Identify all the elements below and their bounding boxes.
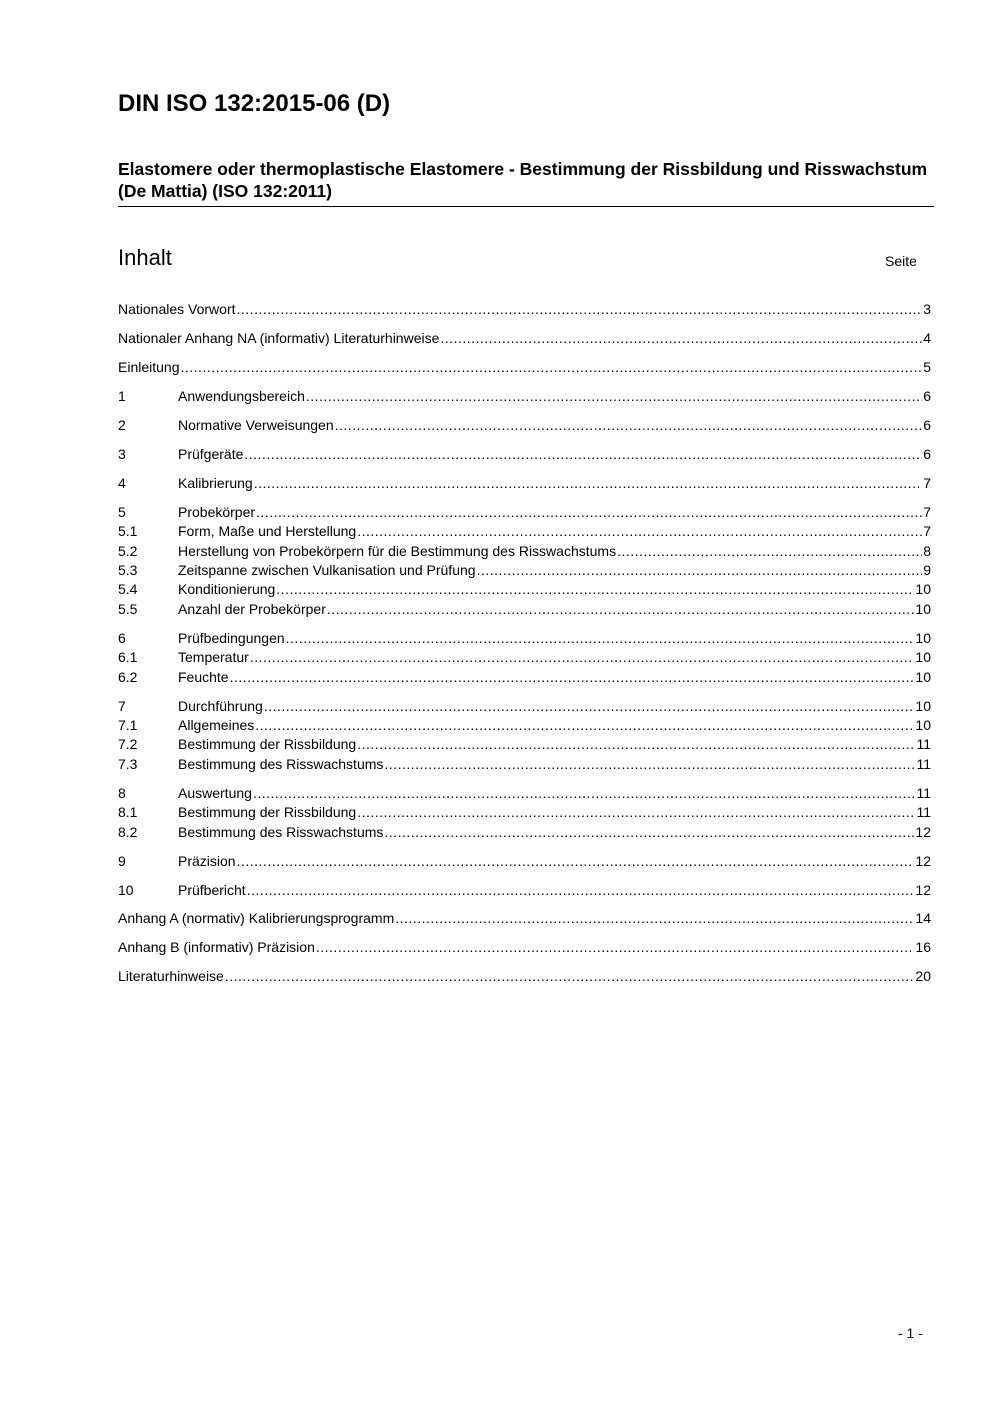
toc-entry-label: Bestimmung der Rissbildung xyxy=(178,804,357,821)
document-id: DIN ISO 132:2015-06 (D) xyxy=(118,90,391,117)
toc-entry-page: 3 xyxy=(923,301,931,317)
toc-entry-page: 11 xyxy=(916,804,931,821)
toc-entry-page: 20 xyxy=(915,968,931,985)
toc-entry-label: Prüfgeräte xyxy=(178,445,244,462)
toc-entry-number: 5.5 xyxy=(118,600,138,617)
toc-entry-page: 10 xyxy=(915,697,931,714)
toc-entry-page: 12 xyxy=(915,881,931,898)
toc-entry[interactable] xyxy=(118,668,931,687)
toc-entry-page: 6 xyxy=(923,387,931,404)
toc-entry-label: Anhang B (informativ) Präzision xyxy=(118,939,315,956)
toc-entry[interactable] xyxy=(118,697,931,716)
toc-entry[interactable] xyxy=(118,735,931,754)
toc-leader-dots xyxy=(357,735,915,754)
toc-entry-label: Zeitspanne zwischen Vulkanisation und Prüfung xyxy=(178,562,476,579)
toc-leader-dots xyxy=(244,445,922,464)
toc-entry-page: 10 xyxy=(915,716,931,733)
toc-entry-page: 10 xyxy=(915,581,931,598)
toc-entry[interactable] xyxy=(118,542,931,561)
toc-entry-label: Prüfbericht xyxy=(178,881,246,898)
toc-entry-number: 5 xyxy=(118,503,126,520)
toc-leader-dots xyxy=(316,938,915,957)
toc-entry-page: 7 xyxy=(923,503,931,520)
toc-entry-number: 7 xyxy=(118,697,126,714)
toc-leader-dots xyxy=(327,600,915,619)
toc-entry-page: 6 xyxy=(923,445,931,462)
toc-leader-dots xyxy=(306,387,922,406)
toc-leader-dots xyxy=(253,784,916,803)
toc-leader-dots xyxy=(276,580,914,599)
toc-entry[interactable] xyxy=(118,300,931,319)
toc-entry-label: Anhang A (normativ) Kalibrierungsprogramm xyxy=(118,910,395,927)
toc-entry[interactable] xyxy=(118,387,931,406)
toc-leader-dots xyxy=(617,542,922,561)
toc-leader-dots xyxy=(477,561,923,580)
toc-entry-page: 5 xyxy=(923,358,931,375)
toc-entry[interactable] xyxy=(118,648,931,667)
toc-entry-number: 5.4 xyxy=(118,581,138,598)
toc-entry-page: 12 xyxy=(915,823,931,840)
toc-entry[interactable] xyxy=(118,823,931,842)
toc-leader-dots xyxy=(181,358,923,377)
toc-entry-number: 4 xyxy=(118,474,126,491)
toc-entry-label: Allgemeines xyxy=(178,716,255,733)
toc-entry-number: 5.3 xyxy=(118,562,138,579)
toc-entry[interactable] xyxy=(118,416,931,435)
toc-entry-label: Feuchte xyxy=(178,668,229,685)
toc-entry[interactable] xyxy=(118,852,931,871)
toc-entry[interactable] xyxy=(118,600,931,619)
toc-entry-label: Konditionierung xyxy=(178,581,276,598)
toc-entry[interactable] xyxy=(118,445,931,464)
toc-entry-label: Kalibrierung xyxy=(178,474,253,491)
toc-entry-label: Bestimmung des Risswachstums xyxy=(178,755,384,772)
toc-entry-page: 10 xyxy=(915,600,931,617)
toc-entry-number: 7.3 xyxy=(118,755,138,772)
toc-leader-dots xyxy=(254,474,922,493)
toc-leader-dots xyxy=(357,803,915,822)
toc-entry[interactable] xyxy=(118,474,931,493)
toc-leader-dots xyxy=(384,823,914,842)
toc-entry-label: Bestimmung des Risswachstums xyxy=(178,823,384,840)
toc-entry-page: 16 xyxy=(915,939,931,956)
toc-entry-number: 1 xyxy=(118,387,126,404)
toc-entry-page: 10 xyxy=(915,649,931,666)
toc-entry-page: 9 xyxy=(923,562,931,579)
toc-entry-label: Normative Verweisungen xyxy=(178,416,334,433)
toc-entry-page: 7 xyxy=(923,474,931,491)
toc-entry-number: 5.1 xyxy=(118,523,138,540)
toc-entry[interactable] xyxy=(118,522,931,541)
toc-entry-label: Anwendungsbereich xyxy=(178,387,305,404)
toc-entry-label: Probekörper xyxy=(178,503,256,520)
toc-leader-dots xyxy=(230,668,915,687)
toc-entry-number: 5.2 xyxy=(118,542,138,559)
toc-entry[interactable] xyxy=(118,881,931,900)
toc-entry-label: Anzahl der Probekörper xyxy=(178,600,326,617)
toc-entry[interactable] xyxy=(118,909,931,928)
toc-entry-page: 10 xyxy=(915,629,931,646)
toc-entry-label: Form, Maße und Herstellung xyxy=(178,523,357,540)
toc-entry-number: 2 xyxy=(118,416,126,433)
toc-page-column-label: Seite xyxy=(885,253,917,269)
toc-leader-dots xyxy=(384,755,915,774)
toc-leader-dots xyxy=(237,852,915,871)
toc-entry-page: 11 xyxy=(916,784,931,801)
toc-entry[interactable] xyxy=(118,716,931,735)
toc-leader-dots xyxy=(264,697,915,716)
toc-entry-label: Nationales Vorwort xyxy=(118,301,236,317)
toc-leader-dots xyxy=(256,503,922,522)
toc-entry[interactable] xyxy=(118,967,931,986)
toc-entry-number: 8 xyxy=(118,784,126,801)
toc-entry-page: 10 xyxy=(915,668,931,685)
toc-entry-label: Nationaler Anhang NA (informativ) Literaturhinweise xyxy=(118,329,440,346)
toc-entry-number: 7.1 xyxy=(118,716,138,733)
toc-leader-dots xyxy=(286,629,915,648)
toc-entry-page: 11 xyxy=(916,736,931,753)
toc-entry[interactable] xyxy=(118,580,931,599)
toc-heading: Inhalt xyxy=(118,245,172,270)
toc-entry-number: 6.2 xyxy=(118,668,138,685)
title-divider xyxy=(118,206,934,207)
toc-entry[interactable] xyxy=(118,503,931,522)
toc-leader-dots xyxy=(247,881,915,900)
toc-entry-number: 9 xyxy=(118,852,126,869)
toc-entry-number: 6.1 xyxy=(118,649,138,666)
toc-entry-number: 6 xyxy=(118,629,126,646)
toc-entry-label: Herstellung von Probekörpern für die Bestimmung des Risswachstums xyxy=(178,542,617,559)
toc-entry-label: Präzision xyxy=(178,852,236,869)
toc-entry-label: Einleitung xyxy=(118,358,180,375)
toc-entry-label: Temperatur xyxy=(178,649,249,666)
toc-entry-page: 8 xyxy=(923,542,931,559)
toc-entry-page: 11 xyxy=(916,755,931,772)
toc-entry[interactable] xyxy=(118,629,931,648)
toc-entry-number: 10 xyxy=(118,881,134,898)
toc-entry[interactable] xyxy=(118,803,931,822)
toc-entry-page: 12 xyxy=(915,852,931,869)
page-number: - 1 - xyxy=(898,1325,923,1341)
toc-entry-label: Bestimmung der Rissbildung xyxy=(178,736,357,753)
toc-entry-page: 4 xyxy=(923,329,931,346)
toc-entry[interactable] xyxy=(118,358,931,377)
toc-entry-number: 8.2 xyxy=(118,823,138,840)
toc-entry-page: 14 xyxy=(915,910,931,927)
toc-entry-page: 6 xyxy=(923,416,931,433)
toc-leader-dots xyxy=(357,522,922,541)
toc-leader-dots xyxy=(255,716,914,735)
toc-leader-dots xyxy=(225,967,915,986)
toc-entry-number: 8.1 xyxy=(118,804,138,821)
toc-entry[interactable] xyxy=(118,329,931,348)
toc-entry[interactable] xyxy=(118,784,931,803)
toc-entry[interactable] xyxy=(118,755,931,774)
toc-entry-label: Literaturhinweise xyxy=(118,968,224,985)
toc-entry-label: Durchführung xyxy=(178,697,263,714)
toc-leader-dots xyxy=(440,329,922,348)
document-title: Elastomere oder thermoplastische Elastomere - Bestimmung der Rissbildung und Risswachstum (De Mattia) (ISO 132:2011) xyxy=(118,159,928,201)
toc-leader-dots xyxy=(250,648,915,667)
toc-leader-dots xyxy=(335,416,923,435)
toc-entry-page: 7 xyxy=(923,523,931,540)
toc-entry[interactable] xyxy=(118,938,931,957)
toc-leader-dots xyxy=(237,300,923,319)
toc-entry-label: Auswertung xyxy=(178,784,252,801)
toc-entry[interactable] xyxy=(118,561,931,580)
table-of-contents xyxy=(118,300,931,987)
toc-leader-dots xyxy=(395,909,914,928)
toc-entry-number: 7.2 xyxy=(118,736,138,753)
toc-entry-number: 3 xyxy=(118,445,126,462)
toc-entry-label: Prüfbedingungen xyxy=(178,629,285,646)
